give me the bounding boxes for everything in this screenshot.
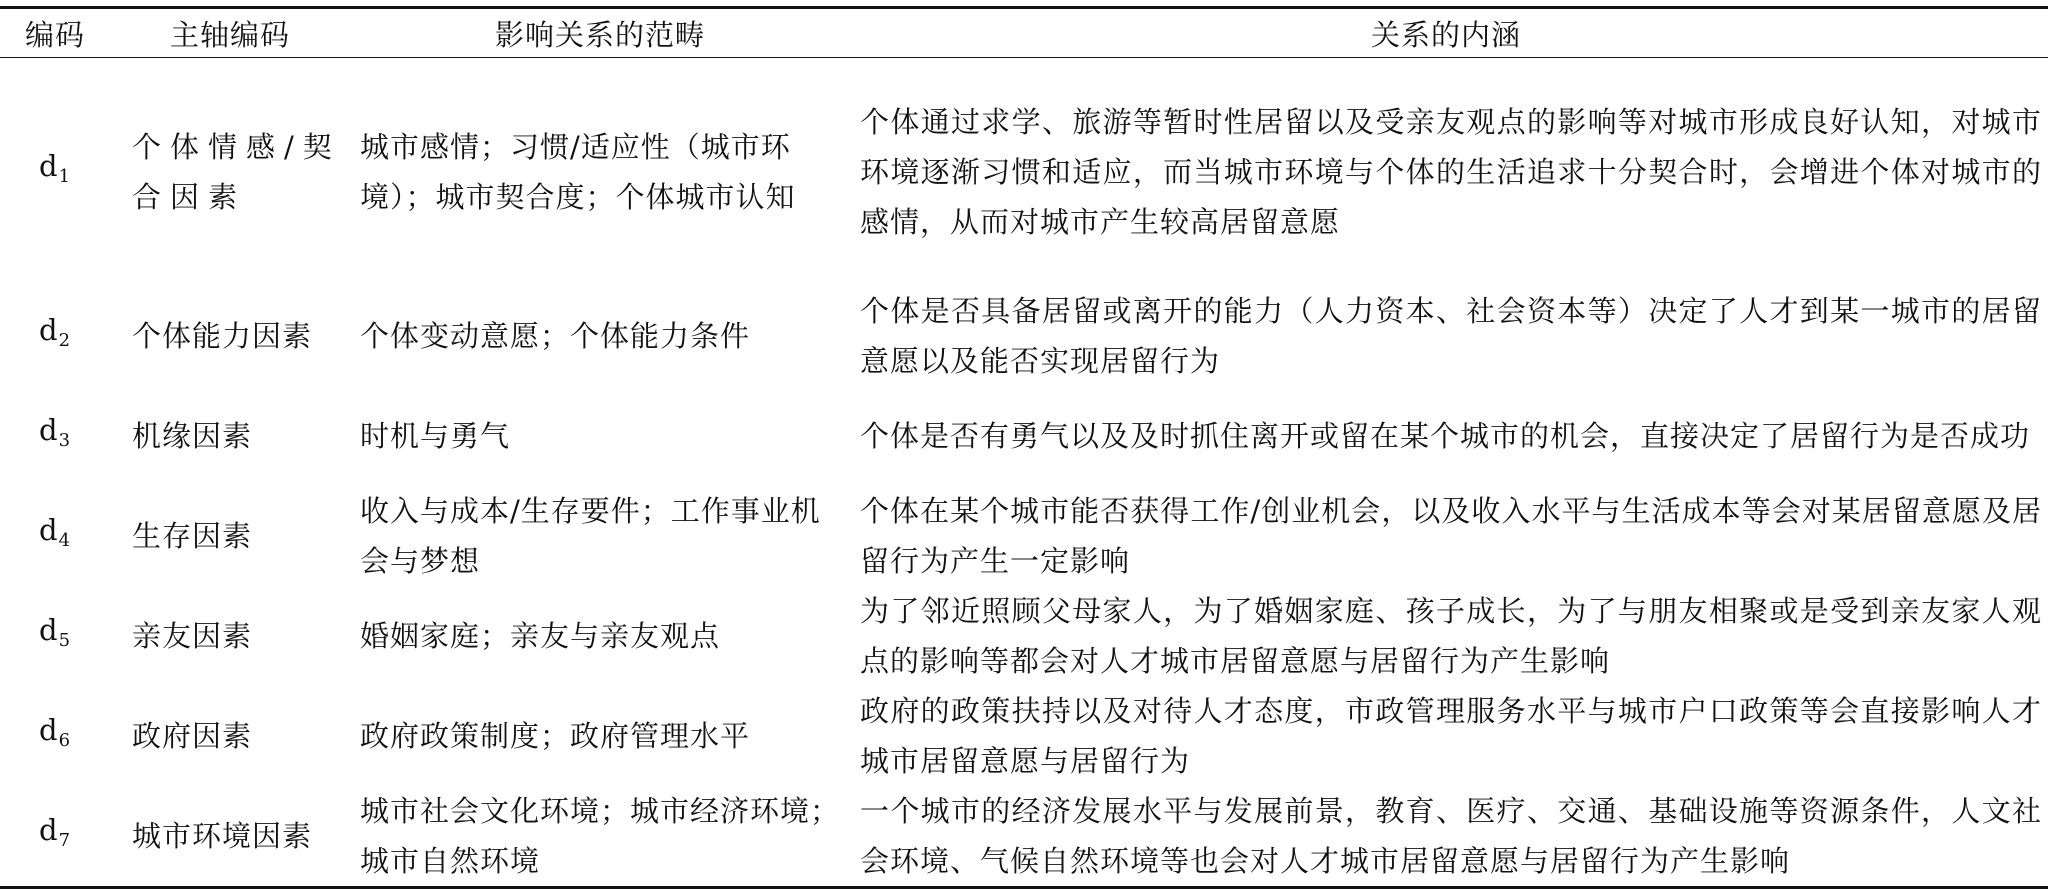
header-axis: 主轴编码: [110, 8, 350, 58]
row-code: $d_7$: [0, 786, 110, 888]
row-axis: 个体情感/契合因素: [132, 129, 341, 214]
row-meaning: 一个城市的经济发展水平与发展前景，教育、医疗、交通、基础设施等资源条件，人文社会环境、气候自然环境等也会对人才城市居留意愿与居留行为产生影响: [850, 786, 2048, 888]
row-code: $d_1$: [38, 149, 72, 188]
row-axis: 生存因素: [132, 518, 253, 553]
table-row: [0, 286, 2048, 386]
table-body: [0, 58, 2048, 888]
header-code: 编码: [0, 8, 110, 58]
header-meaning: 关系的内涵: [850, 8, 2048, 58]
table-row: [0, 586, 2048, 686]
table-row: [0, 486, 2048, 586]
row-axis: 政府因素: [132, 718, 253, 753]
header-scope: 影响关系的范畴: [350, 8, 850, 58]
row-axis: 机缘因素: [132, 418, 253, 453]
row-scope: 个体变动意愿；个体能力条件: [360, 318, 751, 353]
row-code: $d_2$: [38, 313, 72, 351]
row-meaning: 为了邻近照顾父母家人，为了婚姻家庭、孩子成长，为了与朋友相聚或是受到亲友家人观点的影响等都会对人才城市居留意愿与居留行为产生影响: [860, 593, 2042, 678]
table-row: [0, 686, 2048, 786]
row-meaning: 个体在某个城市能否获得工作/创业机会，以及收入水平与生活成本等会对某居留意愿及居留行为产生一定影响: [860, 493, 2042, 578]
table-header: [0, 8, 2048, 58]
row-code: $d_6$: [38, 713, 72, 751]
row-scope: 婚姻家庭；亲友与亲友观点: [360, 618, 721, 653]
row-scope: 政府政策制度；政府管理水平: [360, 718, 751, 753]
table-row: [0, 58, 2048, 286]
row-scope: 城市社会文化环境；城市经济环境；城市自然环境: [350, 786, 850, 888]
axial-coding-table: [0, 6, 2048, 889]
row-meaning: 个体是否具备居留或离开的能力（人力资本、社会资本等）决定了人才到某一城市的居留意愿以及能否实现居留行为: [860, 293, 2042, 378]
row-scope: 城市感情；习惯/适应性（城市环境）；城市契合度；个体城市认知: [360, 129, 796, 214]
row-axis: 个体能力因素: [132, 318, 313, 353]
row-code: $d_3$: [38, 413, 72, 451]
row-meaning: 个体是否有勇气以及及时抓住离开或留在某个城市的机会，直接决定了居留行为是否成功: [860, 418, 2031, 453]
row-axis: 城市环境因素: [110, 786, 350, 888]
row-meaning: 政府的政策扶持以及对待人才态度，市政管理服务水平与城市户口政策等会直接影响人才城市居留意愿与居留行为: [860, 693, 2042, 778]
row-scope: 收入与成本/生存要件；工作事业机会与梦想: [360, 493, 821, 578]
row-axis: 亲友因素: [132, 618, 253, 653]
row-code: $d_4$: [38, 513, 72, 551]
row-meaning: 个体通过求学、旅游等暂时性居留以及受亲友观点的影响等对城市形成良好认知，对城市环境逐渐习惯和适应，而当城市环境与个体的生活追求十分契合时，会增进个体对城市的感情，从而对城市产生较高居留意愿: [860, 104, 2042, 239]
table-row: [0, 786, 2048, 888]
table-row: [0, 386, 2048, 486]
row-code: $d_5$: [38, 613, 72, 651]
header-row: [0, 8, 2048, 58]
row-scope: 时机与勇气: [360, 418, 511, 453]
